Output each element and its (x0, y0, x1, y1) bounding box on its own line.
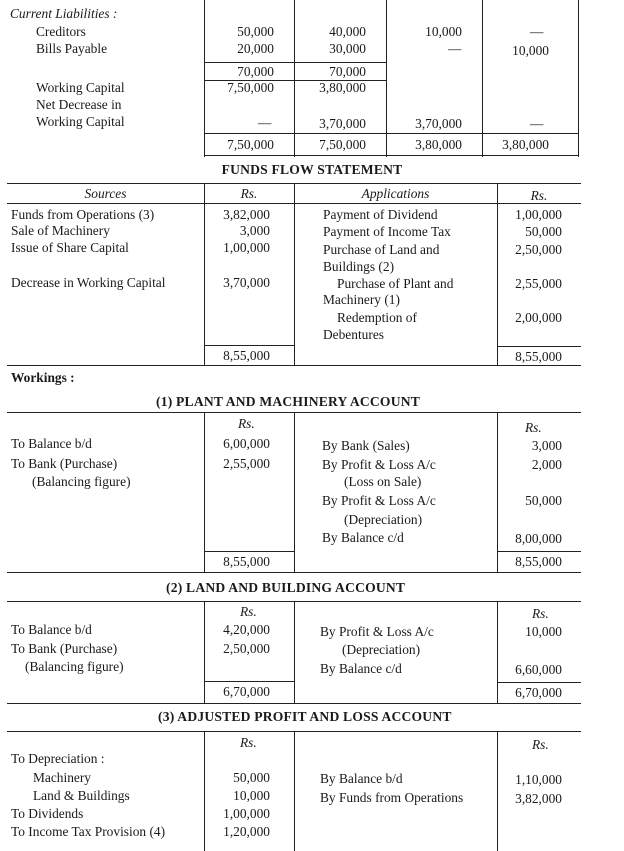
debit-value: 4,20,000 (223, 622, 270, 637)
application-value: 2,00,000 (515, 310, 562, 325)
net-decrease-value: 3,70,000 (415, 116, 462, 131)
working-capital-value: 3,80,000 (319, 80, 366, 95)
application-value: 2,50,000 (515, 242, 562, 257)
application-label: Machinery (1) (323, 292, 400, 307)
debit-label: (Balancing figure) (25, 659, 124, 674)
application-value: 50,000 (525, 224, 562, 239)
bills-payable-value: 30,000 (329, 41, 366, 56)
subtotal-value: 70,000 (237, 64, 274, 79)
credit-value: 50,000 (525, 493, 562, 508)
debit-label: To Dividends (11, 806, 84, 821)
source-value: 3,000 (239, 223, 270, 238)
adjusted-pl-title: (3) ADJUSTED PROFIT AND LOSS ACCOUNT (158, 709, 452, 724)
net-decrease-value: 3,70,000 (319, 116, 366, 131)
final-total: 7,50,000 (319, 137, 366, 152)
working-capital-value: 7,50,000 (227, 80, 274, 95)
sources-header: Sources (84, 186, 127, 201)
rs-header: Rs. (532, 737, 549, 752)
source-label: Decrease in Working Capital (11, 275, 166, 290)
applications-total: 8,55,000 (515, 349, 562, 364)
bills-payable-value: — (448, 41, 462, 56)
funds-flow-title: FUNDS FLOW STATEMENT (221, 162, 403, 177)
credit-value: 3,82,000 (515, 791, 562, 806)
debit-label: Machinery (33, 770, 92, 785)
credit-value: 3,000 (531, 438, 562, 453)
sources-total: 8,55,000 (223, 348, 270, 363)
rs-header: Rs. (240, 604, 257, 619)
rs-header: Rs. (238, 416, 255, 431)
credit-label: By Balance b/d (320, 771, 403, 786)
debit-total: 6,70,000 (223, 684, 270, 699)
source-label: Sale of Machinery (11, 223, 110, 238)
credit-value: 6,60,000 (515, 662, 562, 677)
net-decrease-label: Net Decrease in (36, 97, 122, 112)
credit-label: (Depreciation) (342, 642, 421, 657)
net-decrease-label: Working Capital (36, 114, 125, 129)
debit-label: (Balancing figure) (32, 474, 131, 489)
land-building-title: (2) LAND AND BUILDING ACCOUNT (166, 580, 406, 595)
application-label: Payment of Dividend (323, 207, 438, 222)
rs-header: Rs. (532, 606, 549, 621)
credit-label: By Balance c/d (322, 530, 404, 545)
debit-value: 6,00,000 (223, 436, 270, 451)
debit-label: To Balance b/d (11, 622, 92, 637)
source-label: Issue of Share Capital (11, 240, 129, 255)
plant-machinery-title: (1) PLANT AND MACHINERY ACCOUNT (156, 394, 421, 409)
bills-payable-label: Bills Payable (36, 41, 108, 56)
debit-value: 50,000 (233, 770, 270, 785)
credit-label: By Funds from Operations (320, 790, 464, 805)
net-decrease-value: — (530, 116, 544, 131)
debit-value: 1,20,000 (223, 824, 270, 839)
bills-payable-value: 10,000 (512, 43, 549, 58)
workings-heading: Workings : (11, 370, 75, 385)
rs-header: Rs. (525, 420, 542, 435)
debit-label: To Bank (Purchase) (11, 456, 118, 471)
credit-value: 2,000 (531, 457, 562, 472)
rs-header: Rs. (530, 188, 548, 203)
source-value: 1,00,000 (223, 240, 270, 255)
application-label: Debentures (323, 327, 384, 342)
debit-label: Land & Buildings (33, 788, 130, 803)
creditors-value: 50,000 (237, 24, 274, 39)
application-value: 2,55,000 (515, 276, 562, 291)
debit-label: To Balance b/d (11, 436, 92, 451)
credit-label: By Profit & Loss A/c (322, 493, 436, 508)
final-total: 7,50,000 (227, 137, 274, 152)
net-decrease-value: — (258, 115, 272, 130)
credit-label: (Loss on Sale) (344, 474, 422, 489)
credit-value: 8,00,000 (515, 531, 562, 546)
creditors-value: 10,000 (425, 24, 462, 39)
debit-total: 8,55,000 (223, 554, 270, 569)
credit-label: By Profit & Loss A/c (320, 624, 434, 639)
credit-label: By Bank (Sales) (322, 438, 410, 453)
rs-header: Rs. (240, 735, 257, 750)
debit-label: To Income Tax Provision (4) (11, 824, 166, 839)
source-label: Funds from Operations (3) (11, 207, 155, 222)
subtotal-value: 70,000 (329, 64, 366, 79)
credit-total: 8,55,000 (515, 554, 562, 569)
application-label: Redemption of (337, 310, 417, 325)
application-label: Buildings (2) (323, 259, 395, 274)
creditors-value: 40,000 (329, 24, 366, 39)
source-value: 3,70,000 (223, 275, 270, 290)
credit-label: By Profit & Loss A/c (322, 457, 436, 472)
credit-label: (Depreciation) (344, 512, 423, 527)
creditors-label: Creditors (36, 24, 86, 39)
credit-label: By Balance c/d (320, 661, 402, 676)
creditors-value: — (530, 24, 544, 39)
debit-label: To Bank (Purchase) (11, 641, 118, 656)
final-total: 3,80,000 (502, 137, 549, 152)
source-value: 3,82,000 (223, 207, 270, 222)
credit-value: 10,000 (525, 624, 562, 639)
bills-payable-value: 20,000 (237, 41, 274, 56)
debit-label: To Depreciation : (11, 751, 105, 766)
debit-value: 10,000 (233, 788, 270, 803)
application-label: Purchase of Land and (323, 242, 440, 257)
final-total: 3,80,000 (415, 137, 462, 152)
credit-total: 6,70,000 (515, 685, 562, 700)
debit-value: 2,55,000 (223, 456, 270, 471)
applications-header: Applications (361, 186, 430, 201)
debit-value: 1,00,000 (223, 806, 270, 821)
credit-value: 1,10,000 (515, 772, 562, 787)
application-label: Purchase of Plant and (337, 276, 454, 291)
application-value: 1,00,000 (515, 207, 562, 222)
rs-header: Rs. (240, 186, 258, 201)
debit-value: 2,50,000 (223, 641, 270, 656)
current-liabilities-heading: Current Liabilities : (10, 6, 118, 21)
application-label: Payment of Income Tax (323, 224, 451, 239)
working-capital-label: Working Capital (36, 80, 125, 95)
